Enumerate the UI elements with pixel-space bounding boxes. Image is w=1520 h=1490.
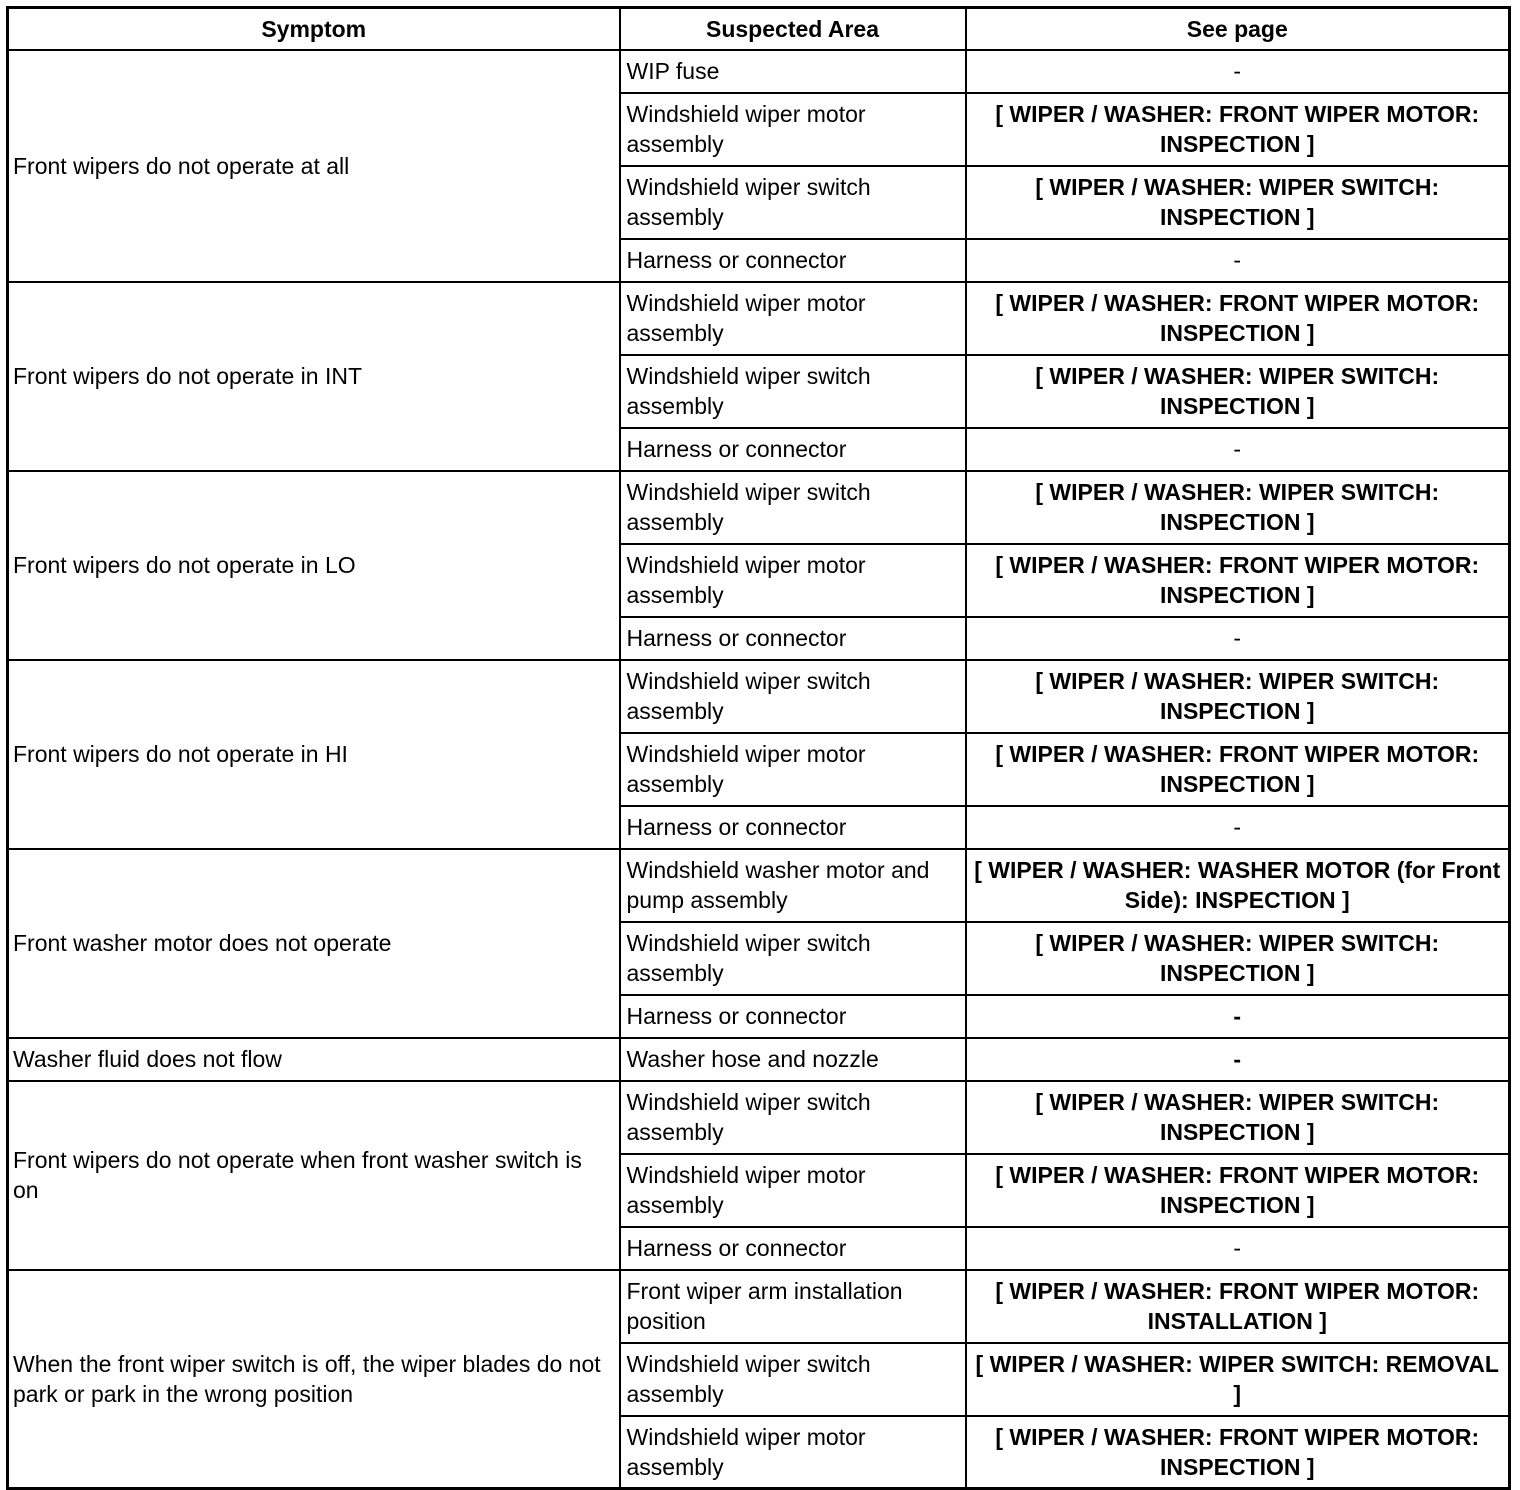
see-page-cell: [ WIPER / WASHER: WIPER SWITCH: INSPECTION ] <box>966 922 1510 995</box>
header-suspected-area: Suspected Area <box>620 8 966 50</box>
suspected-area-cell: Windshield wiper switch assembly <box>620 922 966 995</box>
see-page-cell: [ WIPER / WASHER: FRONT WIPER MOTOR: INSPECTION ] <box>966 544 1510 617</box>
suspected-area-cell: Harness or connector <box>620 428 966 471</box>
symptom-cell: Washer fluid does not flow <box>8 1038 620 1081</box>
see-page-cell: - <box>966 239 1510 282</box>
see-page-cell: [ WIPER / WASHER: WIPER SWITCH: INSPECTION ] <box>966 355 1510 428</box>
see-page-cell: - <box>966 995 1510 1038</box>
table-row <box>8 849 1510 922</box>
see-page-cell: [ WIPER / WASHER: WIPER SWITCH: INSPECTION ] <box>966 1081 1510 1154</box>
suspected-area-cell: Harness or connector <box>620 617 966 660</box>
suspected-area-cell: Windshield wiper motor assembly <box>620 282 966 355</box>
suspected-area-cell: Front wiper arm installation position <box>620 1270 966 1343</box>
table-row <box>8 1038 1510 1081</box>
suspected-area-cell: Windshield wiper switch assembly <box>620 1081 966 1154</box>
table-row <box>8 660 1510 733</box>
table-row <box>8 282 1510 355</box>
symptom-cell: When the front wiper switch is off, the wiper blades do not park or park in the wrong position <box>8 1270 620 1489</box>
table-row <box>8 1270 1510 1343</box>
see-page-cell: [ WIPER / WASHER: WIPER SWITCH: INSPECTION ] <box>966 166 1510 239</box>
suspected-area-cell: Windshield wiper motor assembly <box>620 93 966 166</box>
suspected-area-cell: Windshield wiper switch assembly <box>620 1343 966 1416</box>
see-page-cell: - <box>966 1038 1510 1081</box>
see-page-cell: [ WIPER / WASHER: FRONT WIPER MOTOR: INSPECTION ] <box>966 733 1510 806</box>
troubleshooting-table <box>6 6 1511 1490</box>
see-page-cell: - <box>966 1227 1510 1270</box>
symptom-cell: Front wipers do not operate when front washer switch is on <box>8 1081 620 1270</box>
suspected-area-cell: Windshield wiper motor assembly <box>620 733 966 806</box>
see-page-cell: [ WIPER / WASHER: FRONT WIPER MOTOR: INSPECTION ] <box>966 1154 1510 1227</box>
header-symptom: Symptom <box>8 8 620 50</box>
see-page-cell: - <box>966 617 1510 660</box>
symptom-cell: Front wipers do not operate at all <box>8 50 620 282</box>
see-page-cell: [ WIPER / WASHER: WIPER SWITCH: INSPECTION ] <box>966 660 1510 733</box>
suspected-area-cell: Windshield wiper motor assembly <box>620 1154 966 1227</box>
suspected-area-cell: WIP fuse <box>620 50 966 93</box>
see-page-cell: - <box>966 806 1510 849</box>
see-page-cell: [ WIPER / WASHER: FRONT WIPER MOTOR: INSPECTION ] <box>966 282 1510 355</box>
see-page-cell: [ WIPER / WASHER: FRONT WIPER MOTOR: INSPECTION ] <box>966 1416 1510 1489</box>
table-row <box>8 471 1510 544</box>
header-row <box>8 8 1510 50</box>
symptom-cell: Front wipers do not operate in LO <box>8 471 620 660</box>
see-page-cell: [ WIPER / WASHER: WIPER SWITCH: INSPECTION ] <box>966 471 1510 544</box>
symptom-cell: Front wipers do not operate in HI <box>8 660 620 849</box>
suspected-area-cell: Windshield wiper switch assembly <box>620 660 966 733</box>
header-see-page: See page <box>966 8 1510 50</box>
table-row <box>8 50 1510 93</box>
suspected-area-cell: Windshield wiper switch assembly <box>620 355 966 428</box>
suspected-area-cell: Windshield wiper switch assembly <box>620 166 966 239</box>
see-page-cell: [ WIPER / WASHER: WIPER SWITCH: REMOVAL ] <box>966 1343 1510 1416</box>
see-page-cell: - <box>966 428 1510 471</box>
suspected-area-cell: Windshield washer motor and pump assembly <box>620 849 966 922</box>
symptom-cell: Front wipers do not operate in INT <box>8 282 620 471</box>
suspected-area-cell: Windshield wiper switch assembly <box>620 471 966 544</box>
suspected-area-cell: Washer hose and nozzle <box>620 1038 966 1081</box>
suspected-area-cell: Harness or connector <box>620 995 966 1038</box>
suspected-area-cell: Harness or connector <box>620 806 966 849</box>
table-body <box>8 50 1510 1489</box>
suspected-area-cell: Windshield wiper motor assembly <box>620 1416 966 1489</box>
suspected-area-cell: Harness or connector <box>620 239 966 282</box>
suspected-area-cell: Windshield wiper motor assembly <box>620 544 966 617</box>
suspected-area-cell: Harness or connector <box>620 1227 966 1270</box>
symptom-cell: Front washer motor does not operate <box>8 849 620 1038</box>
see-page-cell: - <box>966 50 1510 93</box>
see-page-cell: [ WIPER / WASHER: WASHER MOTOR (for Front Side): INSPECTION ] <box>966 849 1510 922</box>
table-row <box>8 1081 1510 1154</box>
see-page-cell: [ WIPER / WASHER: FRONT WIPER MOTOR: INSTALLATION ] <box>966 1270 1510 1343</box>
see-page-cell: [ WIPER / WASHER: FRONT WIPER MOTOR: INSPECTION ] <box>966 93 1510 166</box>
